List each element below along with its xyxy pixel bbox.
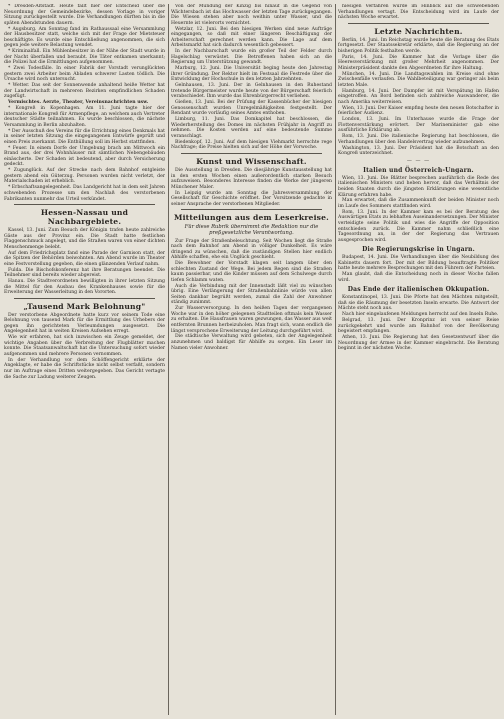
paragraph: Die städtische Verwaltung wird gebeten, sich der Angelegenheit anzunehmen und baldigst für Abhilfe zu sorgen. Ein Leser im Namen vieler Anwohner. [171, 334, 332, 351]
column-middle [171, 4, 332, 717]
paragraph: * Erbschaftsangelegenheit. Das Landgericht hat in dem seit Jahren schwebenden Prozesse um den Nachlaß des verstorbenen Fabrikanten nunmehr das Urteil verkündet. [4, 185, 165, 202]
heading-letzte-nachrichten: Letzte Nachrichten. [374, 26, 463, 36]
paragraph: Budapest, 14. Juni. Die Verhandlungen über die Neubildung des Kabinetts dauern fort. Der mit der Bildung beauftragte Politiker hatte heute mehrere Besprechungen mit den Führern der Parteien. [338, 255, 499, 272]
paragraph: Zur Wasserversorgung. In den heißen Tagen der vergangenen Woche war in den höher gelegenen Stadtteilen oftmals kein Wasser zu erhalten. Die Hausfrauen waren gezwungen, das Wasser aus weit entfernten Brunnen herbeizuholen. Man fragt sich, wann endlich die längst versprochene Erweiterung der Leitung durchgeführt wird. [171, 306, 332, 334]
paragraph: Biedenkopf, 12. Juni. Auf dem hiesigen Viehmarkt herrschte rege Nachfrage; die Preise hielten sich auf der Höhe der Vorwoche. [171, 139, 332, 151]
section-divider [348, 23, 489, 24]
column-right [338, 4, 499, 717]
paragraph: In der Nachbarschaft wurde ein großer Teil der Felder durch Hagelschlag verwüstet. Die Betroffenen haben sich an die Regierung um Unterstützung gewandt. [171, 49, 332, 66]
paragraph: Auch die Verbindung mit der Innenstadt läßt viel zu wünschen übrig. Eine Verlängerung der Straßenbahnlinie würde von allen Seiten dankbar begrüßt werden, zumal die Zahl der Anwohner ständig zunimmt. [171, 283, 332, 306]
paragraph: * Zwei Todesfälle. In einer Fabrik der Vorstadt verunglückten gestern zwei Arbeiter beim Abladen schwerer Lasten tödlich. Die Ursache wird noch untersucht. [4, 66, 165, 83]
paragraph: * Wetter. Das seit der Sonnenwende anhaltend heiße Wetter hat der Landwirtschaft in mehreren Bezirken empfindlichen Schaden zugefügt. [4, 83, 165, 100]
paragraph: Fulda. Die Bischofskonferenz hat ihre Beratungen beendet. Die Teilnehmer sind bereits wieder abgereist. [4, 267, 165, 279]
column-left [4, 4, 165, 717]
paragraph: * Augsburg. Am Sonntag fand im Rathaussaal eine Versammlung der Hausbesitzer statt, welche sich mit der Frage der Mietsteuer beschäftigte. Es wurde eine Entschließung angenommen, die sich gegen jede weitere Belastung wendet. [4, 26, 165, 49]
paragraph: Die Ausstellung in Dresden. Die diesjährige Kunstausstellung hat in den ersten Wochen einen außerordentlich starken Besuch aufzuweisen. Besonderes Interesse finden die Werke der jüngeren Münchener Maler. [171, 167, 332, 190]
paragraph: Gelnhausen, 13. Juni. Der in Gelnhausen in den Ruhestand tretende Bürgermeister wurde heute von der Bürgerschaft feierlich verabschiedet. Ihm wurde das Ehrenbürgerrecht verliehen. [171, 83, 332, 100]
heading-krise: Die Regierungskrise in Ungarn. [362, 246, 475, 254]
section-divider [181, 153, 322, 154]
paragraph: Man erwartet, daß die Zusammenkunft der beiden Minister noch im Laufe des Sommers stattfinden wird. [338, 198, 499, 209]
paragraph: Rom, 13. Juni. In der Kammer kam es bei der Beratung des Auswärtigen Etats zu lebhaften Auseinandersetzungen. Der Minister verteidigte seine Politik und wies die Angriffe der Opposition entschieden zurück. Die Kammer nahm schließlich eine Tagesordnung an, in der der Regierung das Vertrauen ausgesprochen wird. [338, 209, 499, 243]
section-divider [181, 209, 322, 210]
paragraph: In Leipzig wurde am Sonntag die Jahresversammlung der Gesellschaft für Geschichte eröffnet. Der Vorsitzende gedachte in seiner Ansprache der verstorbenen Mitglieder. [171, 190, 332, 207]
paragraph: Gießen, 13. Juni. Bei der Prüfung der Kassenbücher der hiesigen Genossenschaft wurden Unregelmäßigkeiten festgestellt. Der Rendant wurde vorläufig seines Amtes enthoben. [171, 100, 332, 117]
paragraph: Wetzlar, 12. Juni. Bei den hiesigen Werken sind neue Aufträge eingegangen, so daß mit einer längeren Beschäftigung der Arbeiterschaft gerechnet werden kann. Die Lage auf dem Arbeitsmarkt hat sich dadurch wesentlich gebessert. [171, 26, 332, 49]
paragraph: Belgrad, 13. Juni. Der Kronprinz ist von seiner Reise zurückgekehrt und wurde am Bahnhof von der Bevölkerung begeistert empfangen. [338, 318, 499, 335]
paragraph: Rom, 13. Juni. Die italienische Regierung hat beschlossen, die Verhandlungen über den Handelsvertrag wieder aufzunehmen. [338, 134, 499, 145]
heading-leserkreis: Mitteilungen aus dem Leserkreise. [173, 213, 330, 223]
paragraph: Auf dem Friedrichsplatz fand eine Parade der Garnison statt, der die Spitzen der Behörden beiwohnten. Am Abend wurde im Theater eine Festvorstellung gegeben, die einen glänzenden Verlauf nahm. [4, 250, 165, 267]
paragraph: London, 13. Juni. Im Unterhause wurde die Frage der Flottenverstärkung erörtert. Der Marineminister gab eine ausführliche Erklärung ab. [338, 117, 499, 134]
paragraph: Nach hier eingelaufenen Meldungen herrscht auf den Inseln Ruhe. [342, 312, 499, 318]
paragraph: Paris, 14. Juni. Die Kammer hat die Vorlage über die Heeresverstärkung mit großer Mehrheit angenommen. Der Ministerpräsident dankte den Abgeordneten für ihre Haltung. [338, 54, 499, 71]
paragraph: * Kongreß in Kopenhagen. Am 11. Juni tagte hier der internationale Kongreß für Armenpflege, an welchem auch Vertreter deutscher Städte teilnahmen. Es wurde beschlossen, die nächste Versammlung in Berlin abzuhalten. [4, 106, 165, 128]
paragraph: * Feuer. In einem Dorfe der Umgebung brach am Mittwoch ein Brand aus, der drei Wohnhäuser mit sämtlichen Nebengebäuden einäscherte. Der Schaden ist bedeutend, aber durch Versicherung gedeckt. [4, 145, 165, 168]
paragraph: München, 14. Juni. Die Landtagswahlen im Kreise sind ohne Zwischenfälle verlaufen. Die Wahlbeteiligung war geringer als beim letzten Male. [338, 71, 499, 88]
paragraph: Wien, 13. Juni. Die Blätter besprechen ausführlich die Rede des italienischen Ministers und heben hervor, daß das Verhältnis der beiden Staaten durch die jüngsten Erklärungen eine wesentliche Klärung erfahren habe. [338, 175, 499, 198]
paragraph: Limburg, 11. Juni. Das Domkapitel hat beschlossen, die Wiederherstellung des Domes im nächsten Frühjahr in Angriff zu nehmen. Die Kosten werden auf eine bedeutende Summe veranschlagt. [171, 117, 332, 139]
rubric-note: Für diese Rubrik übernimmt die Redaktion nur die preßgesetzliche Verantwortung. [184, 224, 319, 237]
heading-reward: „Tausend Mark Belohnung" [23, 301, 146, 311]
section-divider [14, 298, 155, 299]
paragraph: Wie wir erfahren, hat sich inzwischen ein Zeuge gemeldet, der wichtige Angaben über die Verbreitung der Flugblätter machen konnte. Die Staatsanwaltschaft hat die Untersuchung sofort wieder aufgenommen und mehrere Personen vernommen. [4, 335, 165, 357]
paragraph: Die Bewohner der Vorstadt klagen seit langem über den schlechten Zustand der Wege. Bei jedem Regen sind die Straßen kaum passierbar, und die Kinder müssen auf dem Schulwege durch tiefen Schlamm waten. [171, 261, 332, 283]
paragraph: Berlin, 14. Juni. Im Reichstag wurde heute die Beratung des Etats fortgesetzt. Der Staatssekretär erklärte, daß die Regierung an der bisherigen Politik festhalten werde. [338, 37, 499, 54]
heading-italien: Italien und Österreich-Ungarn. [363, 166, 474, 174]
paragraph: Washington, 13. Juni. Der Präsident hat die Botschaft an den Kongreß unterzeichnet. [338, 145, 499, 157]
paragraph: Man glaubt, daß die Entscheidung noch in dieser Woche fallen wird. [338, 272, 499, 283]
heading-okkupation: Das Ende der italienischen Okkupation. [347, 286, 490, 294]
section-divider [14, 204, 155, 205]
paragraph: * Kriminalfall. Ein Mühlenbesitzer in der Nähe der Stadt wurde in der Nacht überfallen und beraubt. Die Täter entkamen unerkannt; die Polizei hat die Ermittlungen aufgenommen. [4, 49, 165, 66]
paragraph: Kassel, 13. Juni. Zum Besuch der Königin trafen heute zahlreiche Gäste aus der Provinz ein. Die Stadt hatte festlichen Flaggenschmuck angelegt, und die Straßen waren von einer dichten Menschenmenge belebt. [4, 228, 165, 250]
paragraph: * Zugunglück. Auf der Strecke nach dem Bahnhof entgleiste gestern abend ein Güterzug. Personen wurden nicht verletzt, der Materialschaden ist erheblich. [4, 168, 165, 185]
paragraph: hiesigen Verfahren wurde im Hinblick auf die schwebenden Verhandlungen vertagt. Die Entscheidung wird im Laufe der nächsten Woche erwartet. [338, 4, 499, 21]
paragraph: In der Verhandlung vor dem Schöffengericht erklärte der Angeklagte, er habe die Schriftstücke nicht selbst verfaßt, sondern nur im Auftrage eines Dritten weitergegeben. Das Gericht vertagte die Sache zur Ladung weiterer Zeugen. [4, 357, 165, 380]
paragraph: * Dresden-Altstadt. Heute fällt hier der Entscheid über die Neuordnung der Gemeindebezirke, dessen Vorlage in voriger Sitzung zurückgestellt wurde. Die Verhandlungen dürften bis in die späten Abendstunden dauern. [4, 4, 165, 26]
paragraph: Konstantinopel, 13. Juni. Die Pforte hat den Mächten mitgeteilt, daß sie die Räumung der besetzten Inseln erwarte. Die Antwort der Mächte steht noch aus. [338, 295, 499, 312]
heading-kunst: Kunst und Wissenschaft. [196, 156, 307, 166]
column-rule [335, 4, 336, 715]
paragraph: Marburg, 12. Juni. Die Universität beging heute den Jahrestag ihrer Gründung. Der Rektor hielt im Festsaal die Festrede über die Entwicklung der Hochschule in den letzten Jahrzehnten. [171, 66, 332, 83]
paragraph: Zur Frage der Straßenbeleuchtung. Seit Wochen liegt die Straße nach dem Bahnhof am Abend in völliger Dunkelheit. Es wäre dringend zu wünschen, daß die zuständigen Stellen hier endlich Abhilfe schaffen, ehe ein Unglück geschieht. [171, 238, 332, 261]
paragraph: Athen, 13. Juni. Die Regierung hat den Gesetzentwurf über die Neuordnung der Armee in der Kammer eingebracht. Die Beratung beginnt in der nächsten Woche. [338, 335, 499, 352]
paragraph: Von der Mündung der Kinzig bis hinauf in die Gegend von Wächtersbach ist das Hochwasser der letzten Tage zurückgegangen. Die Wiesen stehen aber noch weithin unter Wasser, und die Heuernte ist vielerorts vernichtet. [171, 4, 332, 26]
paragraph: Hamburg, 14. Juni. Der Dampfer ist mit Verspätung im Hafen eingetroffen. An Bord befinden sich zahlreiche Auswanderer, die nach Amerika weiterreisen. [338, 88, 499, 105]
column-rule [168, 4, 169, 715]
paragraph: Hanau. Die Stadtverordneten bewilligten in ihrer letzten Sitzung die Mittel für den Ausbau des Krankenhauses sowie für die Erweiterung der Wasserleitung in den Vororten. [4, 279, 165, 296]
paragraph: Der verstorbene Abgeordnete hatte kurz vor seinem Tode eine Belohnung von tausend Mark für die Ermittlung des Urhebers der gegen ihn gerichteten Verleumdungen ausgesetzt. Die Angelegenheit hat in weiten Kreisen Aufsehen erregt. [4, 312, 165, 335]
separator-ornament: — — — [406, 157, 431, 164]
paragraph: Wien, 13. Juni. Der Kaiser empfing heute den neuen Botschafter in feierlicher Audienz. [338, 105, 499, 117]
heading-hessen: Hessen-Nassau und Nachbargebiete. [40, 208, 129, 227]
section-subheading: Vermischtes. Aerzte, Theater, Vereinsnachrichten usw. [8, 100, 149, 106]
paragraph: * Der Ausschuß des Vereins für die Errichtung eines Denkmals hat in seiner letzten Sitzung die eingegangenen Entwürfe geprüft und einen Preis zuerkannt. Die Enthüllung soll im Herbst stattfinden. [4, 128, 165, 145]
